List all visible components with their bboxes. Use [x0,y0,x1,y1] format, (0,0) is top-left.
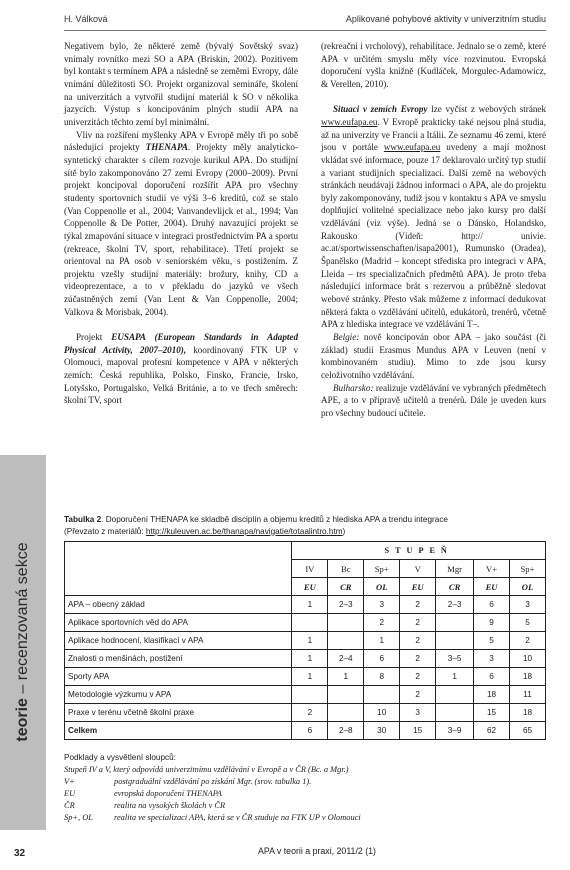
table-cell [328,704,364,722]
paragraph [321,103,546,331]
text-run: koordinovaný FTK UP v Olomouci, mapoval profesní kompetence v APA v některých zemích: Česká republika, Polsko, Finsko, Francie, Irsko, Lotyšsko, Portugalsko, Velká Británie, a to ve třech směrech: školní TV, sport [64,344,298,406]
emphasis: Bulharsko: [333,382,374,393]
table-cell: 2 [400,632,436,650]
notes-item-text: realita na vysokých školách v ČR [114,801,226,810]
row-label: Metodologie výzkumu v APA [65,686,292,704]
row-label: Sporty APA [65,668,292,686]
table-cell: 2 [364,614,400,632]
table-cell: 2 [400,650,436,668]
table-row [65,650,546,668]
text-run: Projekt [76,332,112,343]
notes-item [64,800,546,812]
table-cell: 8 [364,668,400,686]
level-header: Mgr [436,560,474,578]
level-header: V+ [474,560,510,578]
notes-item-key: ČR [64,801,75,810]
table-cell: 3–5 [436,650,474,668]
table-row [65,596,546,614]
table-cell: 2 [510,632,546,650]
table-cell: 1 [292,632,328,650]
emphasis: EUSAPA (European Standards in Adapted Physical Activity, 2007–2010), [64,332,298,355]
table-cell: 62 [474,722,510,740]
table-cell: 6 [292,722,328,740]
row-label: APA – obecný základ [65,596,292,614]
table-cell [292,686,328,704]
table-corner-cell [65,542,292,596]
table-cell [292,614,328,632]
row-label: Aplikace hodnocení, klasifikací v APA [65,632,292,650]
spacer [64,318,298,331]
table-row [65,686,546,704]
level-header: Bc [328,560,364,578]
table-row [65,632,546,650]
left-text-column [64,40,298,407]
table-caption-label: Tabulka 2 [64,515,102,524]
table-cell: 3 [474,650,510,668]
table-cell: 18 [474,686,510,704]
notes-heading: Podklady a vysvětlení sloupců: [64,753,176,762]
table-cell [364,686,400,704]
notes-item-key: EU [64,789,76,798]
table-cell: 10 [364,704,400,722]
table-row [65,614,546,632]
table-body [65,596,546,740]
level-header: V [400,560,436,578]
text-run: lze vyčíst z webových stránek [427,104,546,115]
table-caption-close: ) [342,526,346,536]
table-group-header: STUPEŇ [292,542,546,560]
table-cell [328,686,364,704]
table-cell: 2–3 [436,596,474,614]
notes-line: Stupeň IV a V, který odpovídá univerzitnímu vzdělávání v Evropě a v ČR (Bc. a Mgr.) [64,765,349,774]
table-caption-source: (Převzato z materiálů: [64,526,146,536]
notes-item-key: Sp+, OL [64,813,93,822]
notes-item [64,812,546,824]
table-cell [436,704,474,722]
table-cell [436,632,474,650]
table-cell: 2–3 [328,596,364,614]
table-cell: 3 [364,596,400,614]
emphasis: Situaci v zemích Evropy [333,104,428,115]
level-type-header: EU [400,578,436,596]
notes-item-key: V+ [64,777,75,786]
emphasis: THENAPA [145,142,188,153]
footer-text: APA v teorii a praxi, 2011/2 (1) [257,846,376,856]
level-type-header: OL [364,578,400,596]
table-cell: 5 [510,614,546,632]
table-cell: 2 [400,668,436,686]
table-row [65,704,546,722]
eufapa-link[interactable]: www.eufapa.eu [383,142,441,153]
table-cell: 1 [292,668,328,686]
table-cell: 1 [364,632,400,650]
level-header: Sp+ [510,560,546,578]
header-divider [64,30,546,31]
table-cell: 1 [292,596,328,614]
table-cell: 2 [400,686,436,704]
spacer [321,91,546,104]
text-run: Vliv na rozšíření myšlenky APA v Evropě měly tři po sobě následující projekty [64,129,298,153]
level-type-header: EU [474,578,510,596]
table-cell: 3 [400,704,436,722]
table-cell: 3 [510,596,546,614]
page-number: 32 [14,848,26,859]
thenapa-source-link[interactable]: http://kuleuven.ac.be/thanapa/navigatie/totaalintro.htm [145,526,343,536]
right-text-column [321,40,546,420]
table-cell: 2 [400,596,436,614]
table-cell: 6 [364,650,400,668]
sidebar-label-rest: – recenzovaná sekce [14,542,31,699]
section-sidebar-label [14,542,32,741]
table-cell: 18 [510,668,546,686]
table-cell: 15 [474,704,510,722]
level-type-header: OL [510,578,546,596]
paragraph: (rekreační i vrcholový), rehabilitace. Jednalo se o země, které APA v určitém smyslu měly více rozvinutou. Evropská doporučení vyšla knižně (Kudláček, Morgulec-Adamowicz, & Verellen, 2010). [321,41,546,89]
text-run: uvedeny a mají možnost vkládat své informace, pouze 17 deklarovalo určitý typ studií a variant studijních specializací. Další země na webových stránkách neudávají žádnou informaci o APA, ale do projektu byly zakomponovány, tudíž jsou v kontaktu s APA ve smyslu doplňující volitelné specializace nebo jako kursy pro další vzdělávání (viz výše). Jedná se o Dánsko, Holandsko, Rakousko (Vídeň: http:// univie. ac.at/sportwissenschaften/isapa2001), Rumunsko (Oradea), Španělsko (Madrid – koncept střediska pro integraci v APA, Lleida – trs specializačních předmětů APA). Je proto třeba následující informace brát s rezervou a průběžně sledovat webové stránky. Přesto však můžeme z informací dedukovat některá fakta o vzdělávání učitelů, edukátorů, trenérů, včetně APA z hlediska integrace ve vzdělávání T–. [321,142,546,330]
row-label: Praxe v terénu včetně školní praxe [65,704,292,722]
notes-item-text: postgraduální vzdělávání po získání Mgr. (srov. tabulka 1). [114,777,312,786]
level-header: IV [292,560,328,578]
row-label: Znalosti o menšinách, postižení [65,650,292,668]
table-cell: 6 [474,668,510,686]
table-cell: 2–4 [328,650,364,668]
table-caption-text: . Doporučení THENAPA ke skladbě disciplín a objemu kreditů z hlediska APA a trendu integrace [101,515,448,524]
table-cell [436,686,474,704]
level-header: Sp+ [364,560,400,578]
paragraph [64,129,298,319]
notes-item-text: realita ve specializaci APA, která se v ČR studuje na FTK UP v Olomouci [114,813,361,822]
level-type-header: CR [436,578,474,596]
table-total-row [65,722,546,740]
notes-item [64,788,546,800]
table-cell: 11 [510,686,546,704]
table-row [65,668,546,686]
table-cell: 1 [292,650,328,668]
table-cell: 15 [400,722,436,740]
table-cell: 18 [510,704,546,722]
table-cell: 2 [400,614,436,632]
notes-item-text: evropská doporučení THENAPA [114,789,222,798]
table-cell: 65 [510,722,546,740]
running-header [64,14,546,28]
emphasis: Belgie: [333,332,360,343]
table-cell [328,632,364,650]
table-caption [64,514,546,537]
table-cell: 10 [510,650,546,668]
table-notes [64,752,546,824]
table-cell: 1 [436,668,474,686]
table-cell: 2–8 [328,722,364,740]
level-type-header: EU [292,578,328,596]
eufapa-link[interactable]: www.eufapa.eu [321,116,378,127]
table-cell: 3–9 [436,722,474,740]
paragraph [321,331,546,382]
table-cell: 5 [474,632,510,650]
paragraph: Negativem bylo, že některé země (bývalý Sovětský svaz) vnímaly rovnítko mezi SO a APA (Briskin, 2002). Pozitivem byl kontakt s termínem APA a následně se zeměmi Evropy, dále vnímání důležitosti SO. Projekt organizoval semináře, školení na univerzitách a vytvořil studijní materiál k SO v několika jazycích. Výstup s koncipováním plných studií APA na univerzitách těchto zemí byl minimální. [64,41,298,127]
table-cell: 6 [474,596,510,614]
sidebar-label-bold: teorie [14,698,31,742]
header-journal-section: Aplikované pohybové aktivity v univerzitním studiu [345,14,546,24]
table-cell: 2 [292,704,328,722]
text-run: . Projekty měly analyticko-syntetický charakter s cílem rozvoje kurikul APA. Do studijní sítě bylo zakomponováno 27 zemí Evropy (2000–2009). První projekt koncipoval doporučení rozšířit APA pro všechny studenty sportovních studií ve výši 3–6 kreditů, což se stalo (Van Coppenolle et al., 2004; Vanvandevlijck et al., 1994; Van Coppenolle & De Potter, 2004). Druhý navazující projekt se týkal zmapování situace v integraci prostřednictvím PA a sportu (rekreace, školní TV, sport, rehabilitace). Třetí projekt se orientoval na PA osob v seniorském věku, s postižením. Z projektu vzešly studijní materiály: brožury, knihy, CD a videoprezentace, a to v překladu do jazyků ve všech zúčastněných zemí (Van Lent & Van Coppenolle, 2004; Valkova & Morisbak, 2004). [64,142,298,317]
text-run: nově koncipován obor APA – jako součást (či základ) studií Erasmus Mundus APA v Leuven (není v kombinovaném studiu). Mimo to zde jsou kursy celoživotního vzdělávání. [321,332,546,380]
row-label: Celkem [65,722,292,740]
paragraph [64,331,298,407]
notes-items [64,776,546,824]
row-label: Aplikace sportovních věd do APA [65,614,292,632]
notes-item [64,776,546,788]
text-run: realizuje vzdělávání ve vybraných předmětech APE, a to v přípravě učitelů a trenérů. Dále je uveden kurs pro všechny budoucí učitele. [321,382,546,418]
text-run: . V Evropě prakticky také nejsou plná studia, až na univerzity ve Francii a Itálii. Ze seznamu 46 zemí, které jsou v portále [321,116,546,153]
credits-table [64,541,546,740]
table-cell [328,614,364,632]
paragraph [321,382,546,420]
level-type-header: CR [328,578,364,596]
table-cell: 30 [364,722,400,740]
table-cell: 9 [474,614,510,632]
table-cell: 1 [328,668,364,686]
header-author: H. Válková [64,14,108,24]
page-footer [0,846,570,856]
table-cell [436,614,474,632]
